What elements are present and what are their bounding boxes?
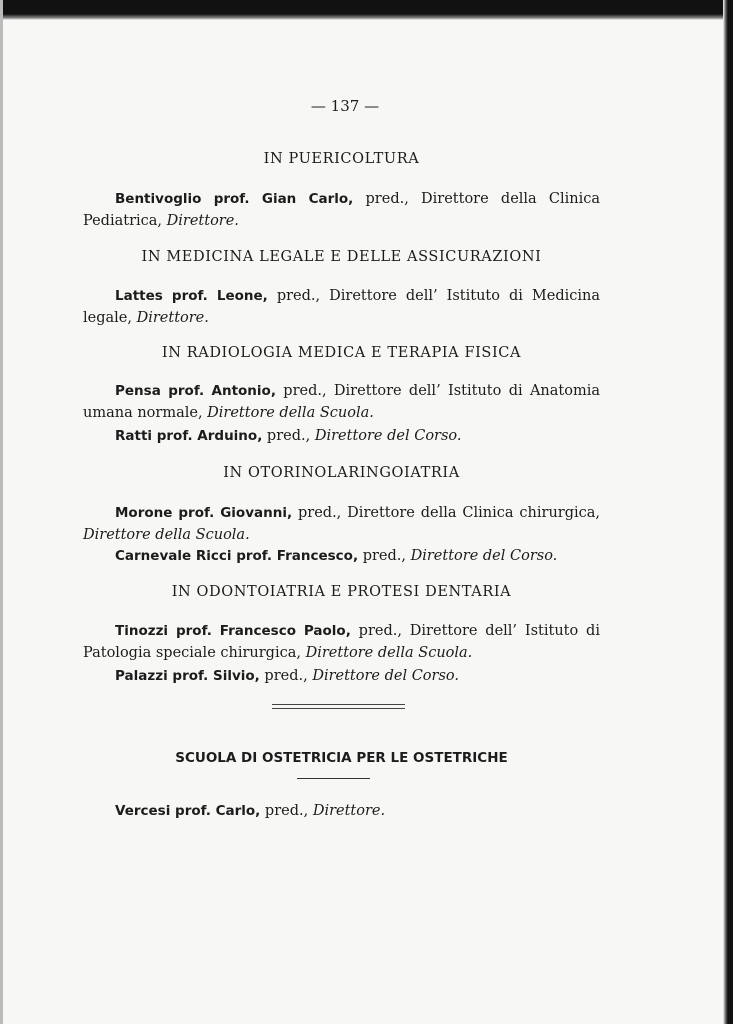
section-heading: IN OTORINOLARINGOIATRIA [223,465,460,481]
entry: Tinozzi prof. Francesco Paolo, pred., Direttore dell’ Istituto di Patologia speciale chirurgica, Direttore della Scuola. [83,623,600,661]
entry: Lattes prof. Leone, pred., Direttore dell’ Istituto di Medicina legale, Direttore. [83,288,601,326]
scan-right-edge [723,0,733,1024]
page-number: — 137 — [310,97,380,115]
scan-left-edge [0,0,3,1024]
section-heading: IN ODONTOIATRIA E PROTESI DENTARIA [171,584,512,600]
entry: Pensa prof. Antonio, pred., Direttore dell’ Istituto di Anatomia umana normale, Direttore della Scuola. [83,383,600,421]
entry: Bentivoglio prof. Gian Carlo, pred., Direttore della Clinica Pediatrica, Direttore. [83,191,601,229]
entry: Vercesi prof. Carlo, pred., Direttore. [115,803,386,819]
entry: Palazzi prof. Silvio, pred., Direttore del Corso. [115,668,459,684]
entry: Ratti prof. Arduino, pred., Direttore del Corso. [115,428,462,444]
section-heading: IN PUERICOLTURA [263,151,420,167]
entry: Carnevale Ricci prof. Francesco, pred., Direttore del Corso. [115,548,558,564]
section-heading: IN RADIOLOGIA MEDICA E TERAPIA FISICA [161,345,522,361]
school-heading: SCUOLA DI OSTETRICIA PER LE OSTETRICHE [175,750,508,766]
heading-underline [297,778,370,779]
entry: Morone prof. Giovanni, pred., Direttore della Clinica chirurgica, Direttore della Scuola. [83,505,601,543]
section-divider [272,704,405,709]
section-heading: IN MEDICINA LEGALE E DELLE ASSICURAZIONI [141,249,542,265]
scan-top-edge [0,0,733,20]
